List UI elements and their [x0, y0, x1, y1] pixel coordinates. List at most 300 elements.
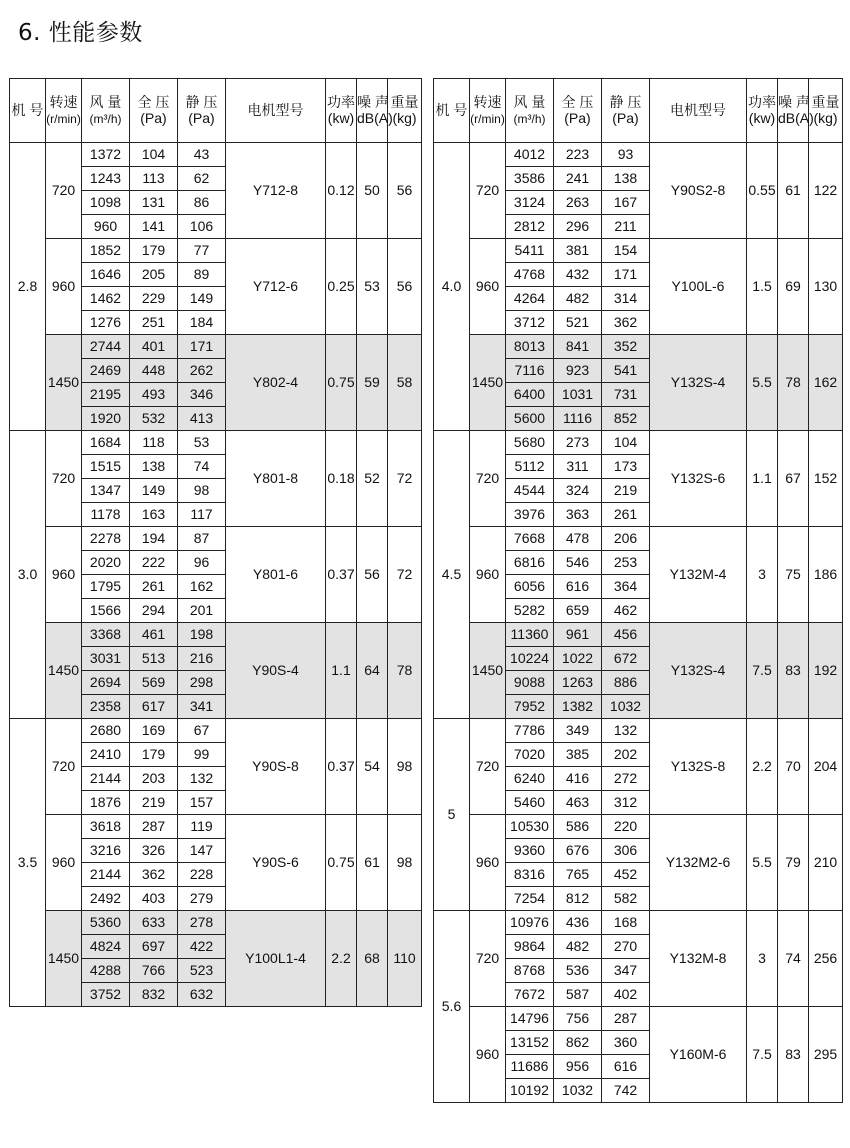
flow-cell: 3031 — [82, 647, 130, 671]
power-cell: 0.12 — [326, 143, 357, 239]
static-pressure-cell: 278 — [178, 911, 226, 935]
total-pressure-cell: 363 — [554, 503, 602, 527]
flow-cell: 2744 — [82, 335, 130, 359]
header-motor: 电机型号 — [226, 79, 326, 143]
table-row — [10, 623, 422, 647]
speed-cell: 720 — [46, 143, 82, 239]
total-pressure-cell: 961 — [554, 623, 602, 647]
total-pressure-cell: 587 — [554, 983, 602, 1007]
flow-cell: 9864 — [506, 935, 554, 959]
flow-cell: 2680 — [82, 719, 130, 743]
static-pressure-cell: 211 — [602, 215, 650, 239]
static-pressure-cell: 154 — [602, 239, 650, 263]
static-pressure-cell: 402 — [602, 983, 650, 1007]
header-static-pressure: 静 压 (Pa) — [602, 79, 650, 143]
weight-cell: 295 — [809, 1007, 843, 1103]
header-machine-no: 机 号 — [10, 79, 46, 143]
power-cell: 0.37 — [326, 527, 357, 623]
static-pressure-cell: 341 — [178, 695, 226, 719]
power-cell: 3 — [747, 911, 778, 1007]
speed-cell: 960 — [470, 527, 506, 623]
motor-cell: Y160M-6 — [650, 1007, 747, 1103]
total-pressure-cell: 586 — [554, 815, 602, 839]
weight-cell: 152 — [809, 431, 843, 527]
total-pressure-cell: 448 — [130, 359, 178, 383]
static-pressure-cell: 198 — [178, 623, 226, 647]
power-cell: 0.75 — [326, 335, 357, 431]
static-pressure-cell: 261 — [602, 503, 650, 527]
static-pressure-cell: 171 — [178, 335, 226, 359]
header-row — [10, 79, 422, 143]
total-pressure-cell: 326 — [130, 839, 178, 863]
total-pressure-cell: 287 — [130, 815, 178, 839]
flow-cell: 10976 — [506, 911, 554, 935]
flow-cell: 2812 — [506, 215, 554, 239]
noise-cell: 52 — [357, 431, 388, 527]
power-cell: 1.1 — [747, 431, 778, 527]
flow-cell: 7952 — [506, 695, 554, 719]
total-pressure-cell: 436 — [554, 911, 602, 935]
total-pressure-cell: 403 — [130, 887, 178, 911]
header-speed: 转速 (r/min) — [470, 79, 506, 143]
total-pressure-cell: 118 — [130, 431, 178, 455]
total-pressure-cell: 311 — [554, 455, 602, 479]
flow-cell: 8768 — [506, 959, 554, 983]
static-pressure-cell: 742 — [602, 1079, 650, 1103]
flow-cell: 3124 — [506, 191, 554, 215]
table-row — [10, 815, 422, 839]
weight-cell: 110 — [388, 911, 422, 1007]
static-pressure-cell: 132 — [602, 719, 650, 743]
header-power: 功率 (kw) — [326, 79, 357, 143]
header-total-pressure: 全 压 (Pa) — [130, 79, 178, 143]
static-pressure-cell: 162 — [178, 575, 226, 599]
machine-no-cell: 5 — [434, 719, 470, 911]
flow-cell: 4288 — [82, 959, 130, 983]
total-pressure-cell: 251 — [130, 311, 178, 335]
static-pressure-cell: 184 — [178, 311, 226, 335]
power-cell: 0.55 — [747, 143, 778, 239]
flow-cell: 3216 — [82, 839, 130, 863]
total-pressure-cell: 296 — [554, 215, 602, 239]
speed-cell: 720 — [470, 911, 506, 1007]
flow-cell: 7020 — [506, 743, 554, 767]
static-pressure-cell: 347 — [602, 959, 650, 983]
noise-cell: 70 — [778, 719, 809, 815]
header-flow: 风 量 (m³/h) — [506, 79, 554, 143]
weight-cell: 56 — [388, 239, 422, 335]
performance-table-left — [9, 78, 422, 1007]
machine-no-cell: 4.5 — [434, 431, 470, 719]
speed-cell: 1450 — [470, 335, 506, 431]
weight-cell: 72 — [388, 431, 422, 527]
total-pressure-cell: 841 — [554, 335, 602, 359]
static-pressure-cell: 262 — [178, 359, 226, 383]
weight-cell: 122 — [809, 143, 843, 239]
flow-cell: 10192 — [506, 1079, 554, 1103]
noise-cell: 67 — [778, 431, 809, 527]
motor-cell: Y802-4 — [226, 335, 326, 431]
static-pressure-cell: 149 — [178, 287, 226, 311]
total-pressure-cell: 536 — [554, 959, 602, 983]
total-pressure-cell: 362 — [130, 863, 178, 887]
flow-cell: 2144 — [82, 863, 130, 887]
static-pressure-cell: 167 — [602, 191, 650, 215]
flow-cell: 2358 — [82, 695, 130, 719]
power-cell: 0.37 — [326, 719, 357, 815]
table-row — [10, 719, 422, 743]
static-pressure-cell: 171 — [602, 263, 650, 287]
performance-table-right — [433, 78, 843, 1103]
static-pressure-cell: 314 — [602, 287, 650, 311]
total-pressure-cell: 179 — [130, 239, 178, 263]
speed-cell: 1450 — [46, 623, 82, 719]
static-pressure-cell: 99 — [178, 743, 226, 767]
static-pressure-cell: 298 — [178, 671, 226, 695]
noise-cell: 59 — [357, 335, 388, 431]
flow-cell: 2469 — [82, 359, 130, 383]
total-pressure-cell: 219 — [130, 791, 178, 815]
motor-cell: Y712-6 — [226, 239, 326, 335]
weight-cell: 98 — [388, 719, 422, 815]
table-row — [434, 527, 843, 551]
power-cell: 2.2 — [747, 719, 778, 815]
total-pressure-cell: 261 — [130, 575, 178, 599]
motor-cell: Y132S-4 — [650, 335, 747, 431]
static-pressure-cell: 138 — [602, 167, 650, 191]
weight-cell: 162 — [809, 335, 843, 431]
static-pressure-cell: 886 — [602, 671, 650, 695]
total-pressure-cell: 349 — [554, 719, 602, 743]
flow-cell: 1515 — [82, 455, 130, 479]
machine-no-cell: 2.8 — [10, 143, 46, 431]
total-pressure-cell: 113 — [130, 167, 178, 191]
header-noise: 噪 声 dB(A) — [357, 79, 388, 143]
flow-cell: 7786 — [506, 719, 554, 743]
total-pressure-cell: 1382 — [554, 695, 602, 719]
flow-cell: 1566 — [82, 599, 130, 623]
flow-cell: 3976 — [506, 503, 554, 527]
static-pressure-cell: 67 — [178, 719, 226, 743]
flow-cell: 13152 — [506, 1031, 554, 1055]
total-pressure-cell: 1116 — [554, 407, 602, 431]
total-pressure-cell: 493 — [130, 383, 178, 407]
flow-cell: 7668 — [506, 527, 554, 551]
static-pressure-cell: 119 — [178, 815, 226, 839]
total-pressure-cell: 141 — [130, 215, 178, 239]
static-pressure-cell: 206 — [602, 527, 650, 551]
total-pressure-cell: 104 — [130, 143, 178, 167]
table-row — [10, 239, 422, 263]
flow-cell: 1852 — [82, 239, 130, 263]
speed-cell: 1450 — [46, 911, 82, 1007]
noise-cell: 61 — [357, 815, 388, 911]
weight-cell: 72 — [388, 527, 422, 623]
static-pressure-cell: 117 — [178, 503, 226, 527]
static-pressure-cell: 86 — [178, 191, 226, 215]
static-pressure-cell: 202 — [602, 743, 650, 767]
total-pressure-cell: 463 — [554, 791, 602, 815]
total-pressure-cell: 569 — [130, 671, 178, 695]
flow-cell: 5411 — [506, 239, 554, 263]
weight-cell: 256 — [809, 911, 843, 1007]
total-pressure-cell: 432 — [554, 263, 602, 287]
total-pressure-cell: 676 — [554, 839, 602, 863]
machine-no-cell: 4.0 — [434, 143, 470, 431]
total-pressure-cell: 222 — [130, 551, 178, 575]
weight-cell: 78 — [388, 623, 422, 719]
total-pressure-cell: 461 — [130, 623, 178, 647]
header-speed: 转速 (r/min) — [46, 79, 82, 143]
flow-cell: 4544 — [506, 479, 554, 503]
flow-cell: 1462 — [82, 287, 130, 311]
weight-cell: 210 — [809, 815, 843, 911]
speed-cell: 720 — [46, 719, 82, 815]
table-row — [434, 719, 843, 743]
flow-cell: 7116 — [506, 359, 554, 383]
total-pressure-cell: 1022 — [554, 647, 602, 671]
speed-cell: 960 — [46, 239, 82, 335]
motor-cell: Y90S-4 — [226, 623, 326, 719]
flow-cell: 11360 — [506, 623, 554, 647]
speed-cell: 960 — [470, 239, 506, 335]
flow-cell: 8013 — [506, 335, 554, 359]
noise-cell: 68 — [357, 911, 388, 1007]
static-pressure-cell: 352 — [602, 335, 650, 359]
total-pressure-cell: 617 — [130, 695, 178, 719]
noise-cell: 75 — [778, 527, 809, 623]
static-pressure-cell: 89 — [178, 263, 226, 287]
speed-cell: 720 — [46, 431, 82, 527]
static-pressure-cell: 616 — [602, 1055, 650, 1079]
flow-cell: 1795 — [82, 575, 130, 599]
total-pressure-cell: 263 — [554, 191, 602, 215]
flow-cell: 1372 — [82, 143, 130, 167]
total-pressure-cell: 478 — [554, 527, 602, 551]
total-pressure-cell: 229 — [130, 287, 178, 311]
flow-cell: 3712 — [506, 311, 554, 335]
flow-cell: 6056 — [506, 575, 554, 599]
total-pressure-cell: 532 — [130, 407, 178, 431]
motor-cell: Y132S-6 — [650, 431, 747, 527]
static-pressure-cell: 272 — [602, 767, 650, 791]
flow-cell: 1178 — [82, 503, 130, 527]
static-pressure-cell: 98 — [178, 479, 226, 503]
flow-cell: 5460 — [506, 791, 554, 815]
header-machine-no: 机 号 — [434, 79, 470, 143]
noise-cell: 78 — [778, 335, 809, 431]
static-pressure-cell: 1032 — [602, 695, 650, 719]
flow-cell: 3618 — [82, 815, 130, 839]
static-pressure-cell: 74 — [178, 455, 226, 479]
static-pressure-cell: 219 — [602, 479, 650, 503]
flow-cell: 1276 — [82, 311, 130, 335]
flow-cell: 5282 — [506, 599, 554, 623]
power-cell: 1.1 — [326, 623, 357, 719]
header-row — [434, 79, 843, 143]
total-pressure-cell: 416 — [554, 767, 602, 791]
speed-cell: 1450 — [470, 623, 506, 719]
total-pressure-cell: 149 — [130, 479, 178, 503]
flow-cell: 9360 — [506, 839, 554, 863]
static-pressure-cell: 173 — [602, 455, 650, 479]
total-pressure-cell: 381 — [554, 239, 602, 263]
flow-cell: 1876 — [82, 791, 130, 815]
power-cell: 0.75 — [326, 815, 357, 911]
static-pressure-cell: 632 — [178, 983, 226, 1007]
noise-cell: 61 — [778, 143, 809, 239]
total-pressure-cell: 923 — [554, 359, 602, 383]
static-pressure-cell: 96 — [178, 551, 226, 575]
flow-cell: 11686 — [506, 1055, 554, 1079]
table-row — [10, 527, 422, 551]
flow-cell: 1098 — [82, 191, 130, 215]
static-pressure-cell: 306 — [602, 839, 650, 863]
header-static-pressure: 静 压 (Pa) — [178, 79, 226, 143]
static-pressure-cell: 106 — [178, 215, 226, 239]
flow-cell: 10224 — [506, 647, 554, 671]
flow-cell: 2410 — [82, 743, 130, 767]
flow-cell: 5600 — [506, 407, 554, 431]
machine-no-cell: 5.6 — [434, 911, 470, 1103]
total-pressure-cell: 513 — [130, 647, 178, 671]
motor-cell: Y100L-6 — [650, 239, 747, 335]
static-pressure-cell: 582 — [602, 887, 650, 911]
static-pressure-cell: 312 — [602, 791, 650, 815]
motor-cell: Y132M-4 — [650, 527, 747, 623]
speed-cell: 720 — [470, 143, 506, 239]
noise-cell: 74 — [778, 911, 809, 1007]
flow-cell: 4824 — [82, 935, 130, 959]
flow-cell: 5680 — [506, 431, 554, 455]
static-pressure-cell: 62 — [178, 167, 226, 191]
noise-cell: 50 — [357, 143, 388, 239]
static-pressure-cell: 93 — [602, 143, 650, 167]
table-row — [434, 431, 843, 455]
total-pressure-cell: 482 — [554, 287, 602, 311]
static-pressure-cell: 731 — [602, 383, 650, 407]
flow-cell: 2492 — [82, 887, 130, 911]
motor-cell: Y801-6 — [226, 527, 326, 623]
static-pressure-cell: 216 — [178, 647, 226, 671]
flow-cell: 6400 — [506, 383, 554, 407]
flow-cell: 5360 — [82, 911, 130, 935]
header-total-pressure: 全 压 (Pa) — [554, 79, 602, 143]
flow-cell: 5112 — [506, 455, 554, 479]
power-cell: 3 — [747, 527, 778, 623]
static-pressure-cell: 132 — [178, 767, 226, 791]
table-body-left — [10, 143, 422, 1007]
static-pressure-cell: 422 — [178, 935, 226, 959]
total-pressure-cell: 659 — [554, 599, 602, 623]
flow-cell: 14796 — [506, 1007, 554, 1031]
motor-cell: Y100L1-4 — [226, 911, 326, 1007]
table-row — [434, 911, 843, 935]
section-title: 6. 性能参数 — [18, 20, 143, 46]
static-pressure-cell: 413 — [178, 407, 226, 431]
flow-cell: 7672 — [506, 983, 554, 1007]
noise-cell: 54 — [357, 719, 388, 815]
table-row — [434, 1007, 843, 1031]
table-row — [434, 815, 843, 839]
total-pressure-cell: 812 — [554, 887, 602, 911]
table-row — [10, 143, 422, 167]
motor-cell: Y132M-8 — [650, 911, 747, 1007]
flow-cell: 7254 — [506, 887, 554, 911]
total-pressure-cell: 756 — [554, 1007, 602, 1031]
power-cell: 7.5 — [747, 623, 778, 719]
static-pressure-cell: 364 — [602, 575, 650, 599]
machine-no-cell: 3.0 — [10, 431, 46, 719]
power-cell: 1.5 — [747, 239, 778, 335]
flow-cell: 6816 — [506, 551, 554, 575]
speed-cell: 960 — [46, 815, 82, 911]
flow-cell: 2195 — [82, 383, 130, 407]
weight-cell: 56 — [388, 143, 422, 239]
header-weight: 重量 (kg) — [388, 79, 422, 143]
noise-cell: 56 — [357, 527, 388, 623]
power-cell: 2.2 — [326, 911, 357, 1007]
static-pressure-cell: 43 — [178, 143, 226, 167]
table-row — [10, 431, 422, 455]
noise-cell: 79 — [778, 815, 809, 911]
static-pressure-cell: 523 — [178, 959, 226, 983]
table-row — [10, 335, 422, 359]
header-motor: 电机型号 — [650, 79, 747, 143]
static-pressure-cell: 287 — [602, 1007, 650, 1031]
speed-cell: 720 — [470, 431, 506, 527]
total-pressure-cell: 205 — [130, 263, 178, 287]
header-noise: 噪 声 dB(A) — [778, 79, 809, 143]
total-pressure-cell: 1263 — [554, 671, 602, 695]
flow-cell: 960 — [82, 215, 130, 239]
static-pressure-cell: 147 — [178, 839, 226, 863]
flow-cell: 2278 — [82, 527, 130, 551]
total-pressure-cell: 194 — [130, 527, 178, 551]
static-pressure-cell: 220 — [602, 815, 650, 839]
flow-cell: 9088 — [506, 671, 554, 695]
static-pressure-cell: 462 — [602, 599, 650, 623]
flow-cell: 4768 — [506, 263, 554, 287]
total-pressure-cell: 862 — [554, 1031, 602, 1055]
table-row — [434, 143, 843, 167]
flow-cell: 3752 — [82, 983, 130, 1007]
total-pressure-cell: 385 — [554, 743, 602, 767]
static-pressure-cell: 104 — [602, 431, 650, 455]
total-pressure-cell: 401 — [130, 335, 178, 359]
total-pressure-cell: 1031 — [554, 383, 602, 407]
static-pressure-cell: 77 — [178, 239, 226, 263]
total-pressure-cell: 131 — [130, 191, 178, 215]
flow-cell: 1684 — [82, 431, 130, 455]
weight-cell: 98 — [388, 815, 422, 911]
noise-cell: 83 — [778, 623, 809, 719]
static-pressure-cell: 672 — [602, 647, 650, 671]
total-pressure-cell: 203 — [130, 767, 178, 791]
weight-cell: 204 — [809, 719, 843, 815]
table-row — [434, 335, 843, 359]
static-pressure-cell: 157 — [178, 791, 226, 815]
total-pressure-cell: 697 — [130, 935, 178, 959]
flow-cell: 1347 — [82, 479, 130, 503]
flow-cell: 3368 — [82, 623, 130, 647]
flow-cell: 6240 — [506, 767, 554, 791]
flow-cell: 4264 — [506, 287, 554, 311]
static-pressure-cell: 852 — [602, 407, 650, 431]
noise-cell: 64 — [357, 623, 388, 719]
header-weight: 重量 (kg) — [809, 79, 843, 143]
weight-cell: 130 — [809, 239, 843, 335]
